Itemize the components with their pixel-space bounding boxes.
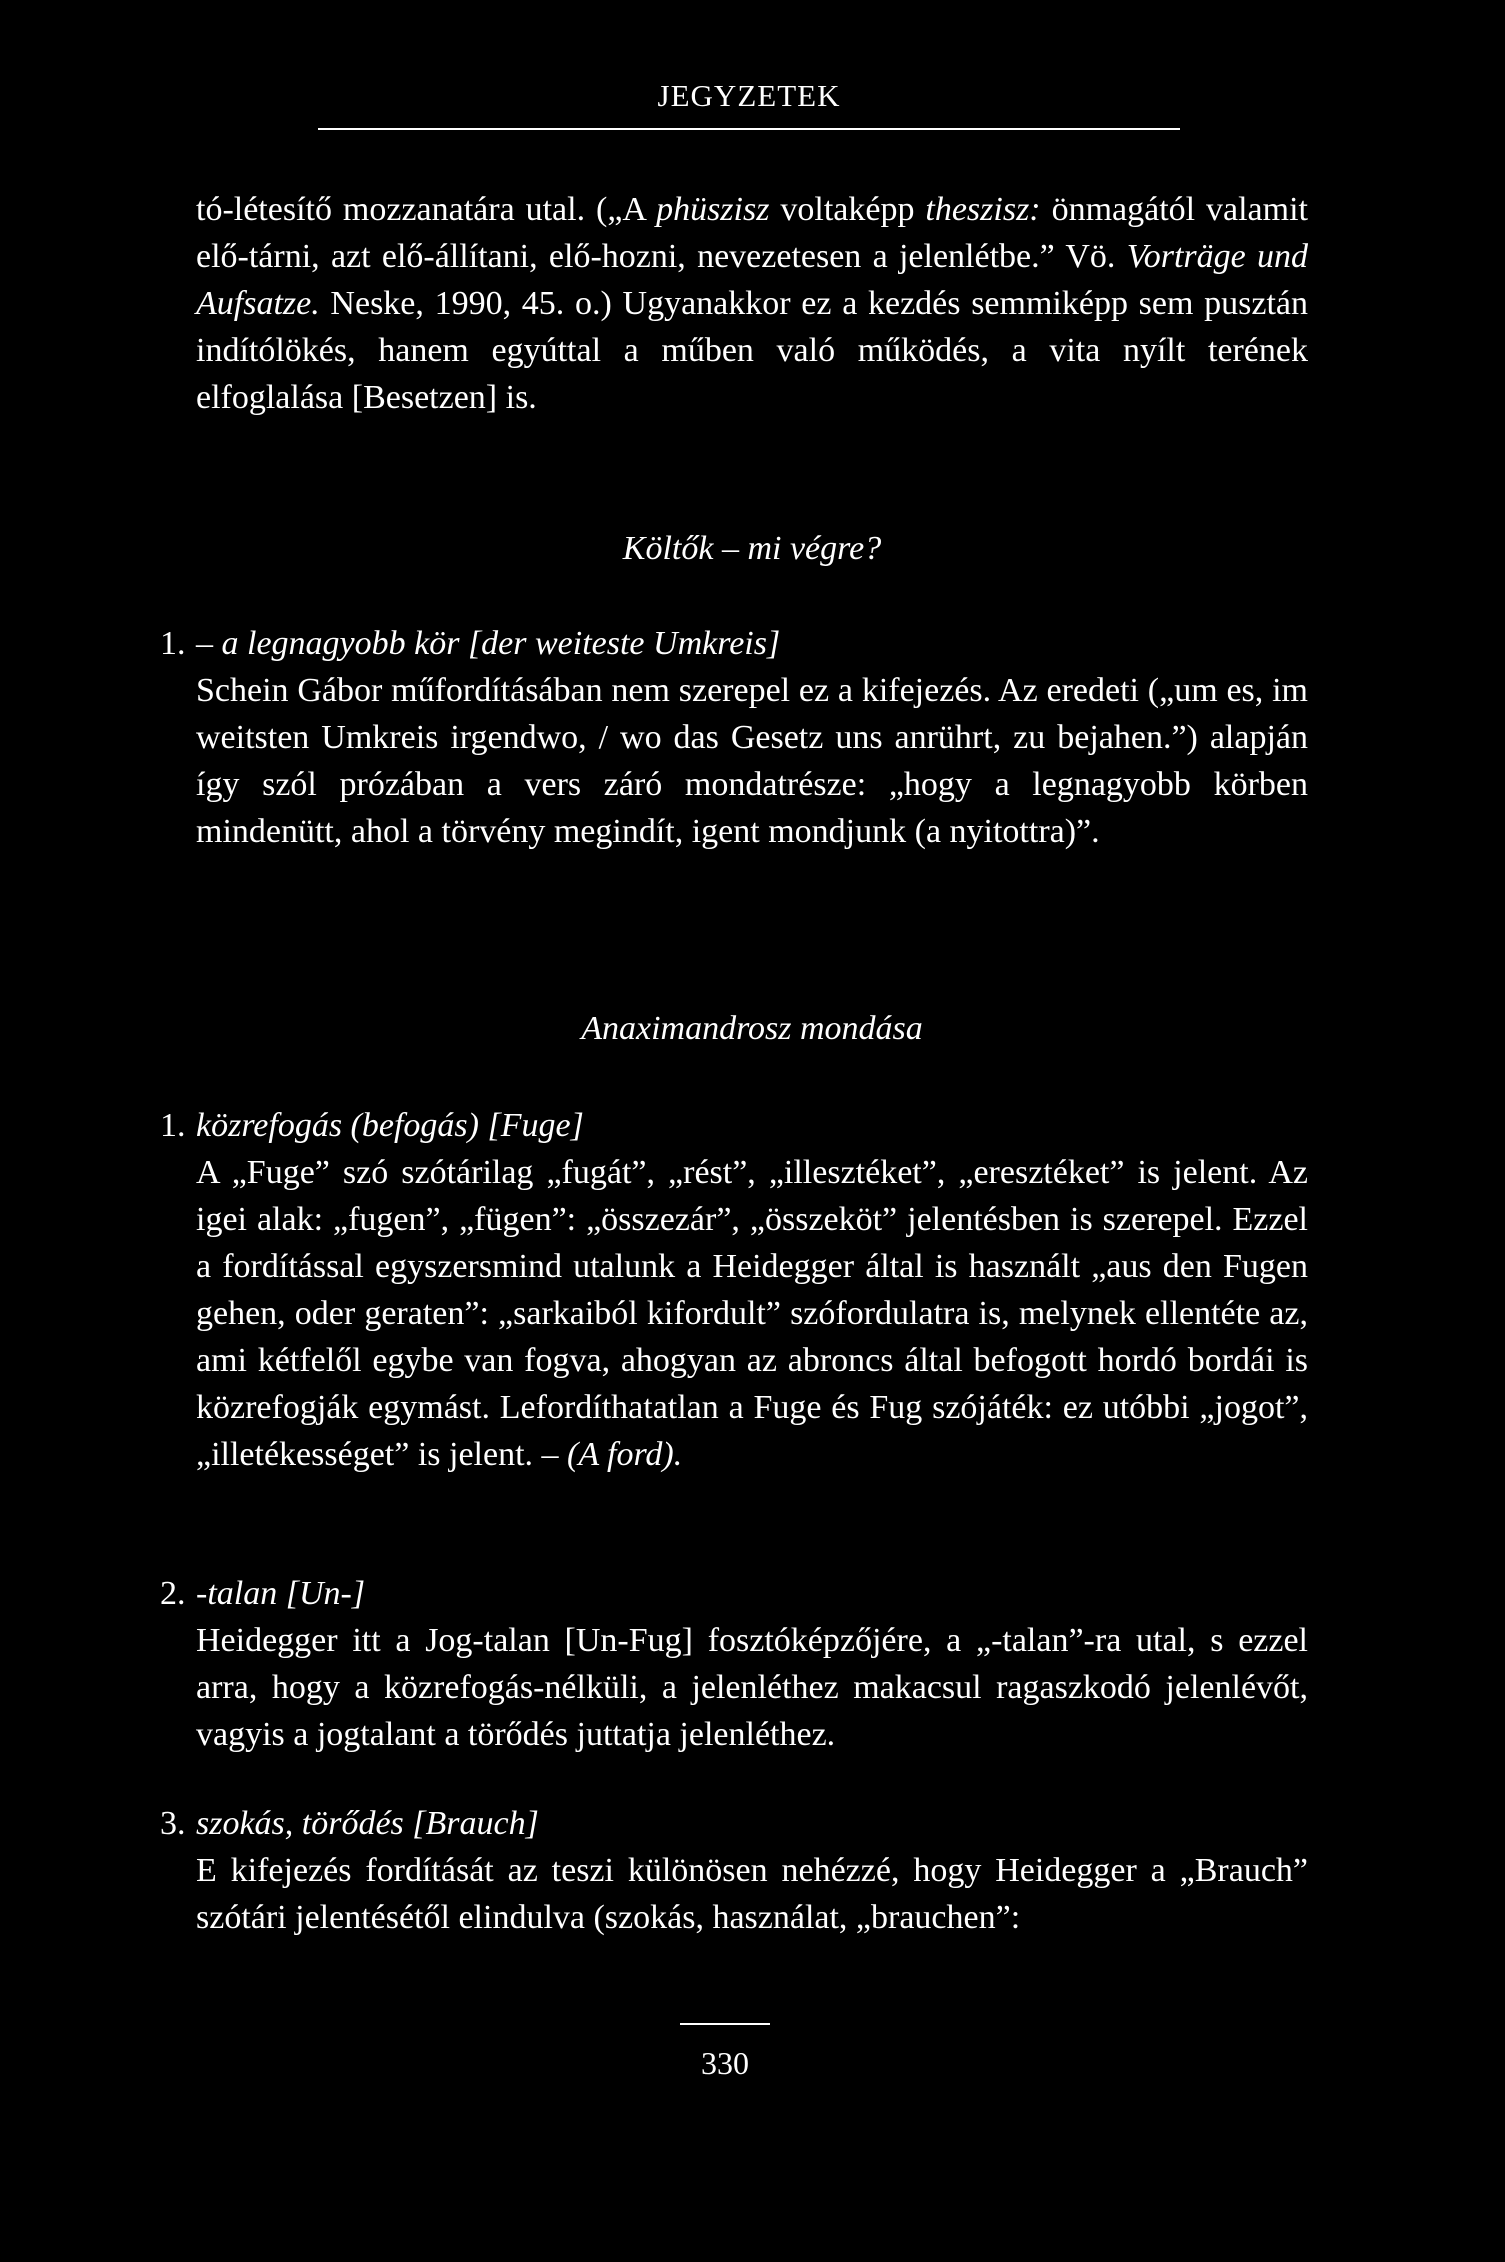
running-head: JEGYZETEK <box>657 78 841 113</box>
intro-text-2: voltaképp <box>769 191 926 228</box>
note-head <box>160 1570 1308 1617</box>
note-head <box>160 1800 1308 1847</box>
note-head <box>160 1102 1308 1149</box>
note-body-text: A „Fuge” szó szótárilag „fugát”, „rést”, „illesztéket”, „eresztéket” is jelent. Az igei alak: „fugen”, „fügen”: „összezár”, „összeköt” jelentésben is szerepel. Ezzel a fordítással egyszersmind utalunk a Heidegger által is használt „aus den Fugen gehen, oder geraten”: „sarkaiból kifordult” szófordulatra is, melynek ellentéte az, ami kétfelől egybe van fogva, ahogyan az abroncs által befogott hordó bordái is közrefogják egymást. Lefordíthatatlan a Fuge és Fug szójáték: ez utóbbi „jogot”, „illetékességet” is jelent. – <box>196 1154 1308 1473</box>
note-lemma: -talan [Un-] <box>196 1575 366 1612</box>
note-body: E kifejezés fordítását az teszi különösen nehézzé, hogy Heidegger a „Brauch” szótári jelentésétől elindulva (szokás, használat, „brauchen”: <box>196 1852 1308 1936</box>
intro-italic-title: Vorträge und Aufsatze. <box>196 238 1308 322</box>
note-lemma: – a legnagyobb kör [der weiteste Umkreis] <box>196 625 781 662</box>
note-head <box>160 620 1308 667</box>
intro-italic-theszisz: theszisz: <box>925 191 1041 228</box>
note-body: Heidegger itt a Jog-talan [Un-Fug] fosztóképzőjére, a „-talan”-ra utal, s ezzel arra, hogy a közrefogás-nélküli, a jelenléthez makacsul ragaszkodó jelenlévőt, vagyis a jogtalant a törődés juttatja jelenléthez. <box>196 1622 1308 1753</box>
page-number: 330 <box>701 2045 749 2081</box>
intro-text <box>196 186 1308 421</box>
running-head-rule <box>318 128 1180 130</box>
note-number: 1. <box>160 1107 186 1144</box>
section-title-anaximander: Anaximandrosz mondása <box>581 1010 923 1047</box>
note-number: 1. <box>160 625 186 662</box>
note-body: Schein Gábor műfordításában nem szerepel ez a kifejezés. Az eredeti („um es, im weitsten Umkreis irgendwo, / wo das Gesetz uns anrührt, zu bejahen.”) alapján így szól prózában a vers záró mondatrésze: „hogy a legnagyobb körben mindenütt, ahol a törvény megindít, igent mondjunk (a nyitottra)”. <box>196 672 1308 850</box>
note-lemma: szokás, törődés [Brauch] <box>196 1805 539 1842</box>
note-lemma: közrefogás (befogás) [Fuge] <box>196 1107 584 1144</box>
intro-italic-phuszisz: phüszisz <box>656 191 770 228</box>
note-number: 3. <box>160 1805 186 1842</box>
note-number: 2. <box>160 1575 186 1612</box>
note-section2-2 <box>160 1570 1308 1758</box>
intro-text-1: tó-létesítő mozzanatára utal. („A <box>196 191 657 228</box>
note-body-italic-tail: (A ford). <box>567 1436 683 1473</box>
intro-paragraph <box>196 186 1308 421</box>
note-section1-1 <box>160 620 1308 855</box>
section-title-poets: Költők – mi végre? <box>622 530 882 567</box>
intro-text-4: Neske, 1990, 45. o.) Ugyanakkor ez a kezdés semmiképp sem pusztán indítólökés, hanem egyúttal a műben való működés, a vita nyílt terének elfoglalása [Besetzen] is. <box>196 285 1308 416</box>
page-number-rule <box>680 2023 770 2025</box>
note-section2-1 <box>160 1102 1308 1478</box>
intro-text-3: önmagától valamit elő-tárni, azt elő-állítani, elő-hozni, nevezetesen a jelenlétbe.” Vö. <box>196 191 1308 275</box>
note-body <box>196 1149 1308 1478</box>
note-section2-3 <box>160 1800 1308 1941</box>
